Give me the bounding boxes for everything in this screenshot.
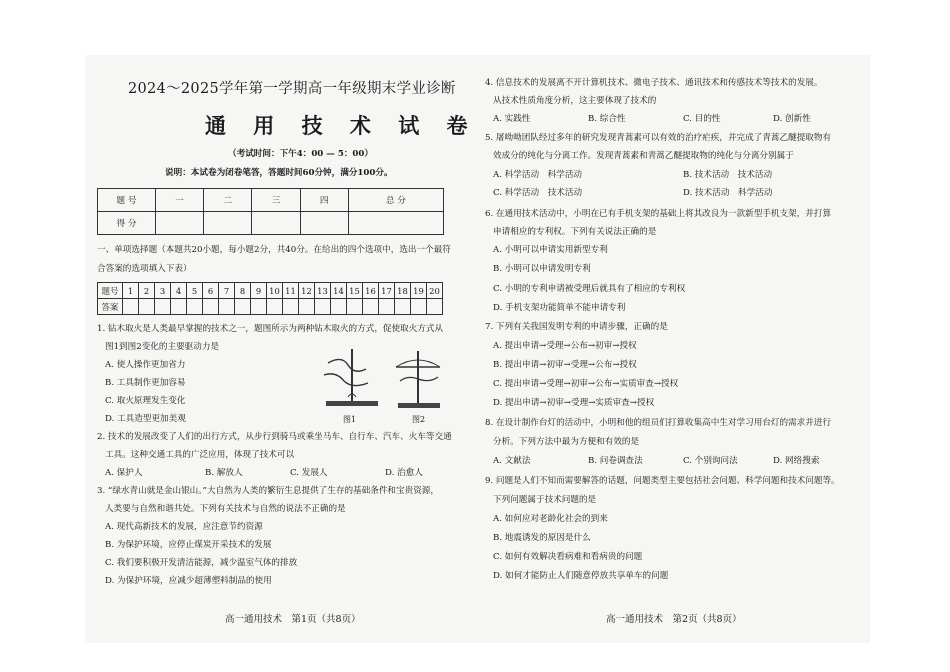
answer-number: 7 <box>219 283 235 299</box>
option: D. 为保护环境，应减少超薄塑料制品的使用 <box>105 576 272 586</box>
option: B. 工具制作更加容易 <box>105 378 186 388</box>
answer-cell[interactable] <box>155 299 171 315</box>
answer-cell[interactable] <box>347 299 363 315</box>
option: B. 综合性 <box>588 114 626 124</box>
option: C. 我们要积极开发清洁能源，减少温室气体的排放 <box>105 558 298 568</box>
answer-number: 4 <box>171 283 187 299</box>
answer-number: 19 <box>411 283 427 299</box>
score-cell <box>156 212 204 235</box>
score-cell <box>252 212 300 235</box>
option: C. 如何有效解决看病难和看病贵的问题 <box>493 552 643 562</box>
score-cell <box>348 212 443 235</box>
answer-number: 10 <box>267 283 283 299</box>
score-header: 题 号 <box>98 189 156 212</box>
option: B. 提出申请→初审→受理→公布→授权 <box>493 360 637 370</box>
score-label: 得 分 <box>98 212 156 235</box>
question-6-cont: 申请相应的专利权。下列有关说法正确的是 <box>493 227 657 237</box>
exam-note: 说明：本试卷为闭卷笔答，答题时间60分钟，满分100分。 <box>165 168 393 178</box>
option: C. 发展人 <box>290 468 328 478</box>
answer-number: 12 <box>299 283 315 299</box>
option: D. 治愈人 <box>385 468 423 478</box>
answer-number: 18 <box>395 283 411 299</box>
answer-cell[interactable] <box>203 299 219 315</box>
answer-cell[interactable] <box>411 299 427 315</box>
answer-cell[interactable] <box>315 299 331 315</box>
score-header: 总 分 <box>348 189 443 212</box>
score-cell <box>204 212 252 235</box>
question-1-cont: 图1到图2变化的主要驱动力是 <box>105 342 220 352</box>
option: B. 地震诱发的原因是什么 <box>493 533 591 543</box>
answer-cell[interactable] <box>299 299 315 315</box>
option: A. 现代高新技术的发展，应注意节约资源 <box>105 522 263 532</box>
answer-number: 5 <box>187 283 203 299</box>
option: A. 保护人 <box>105 468 143 478</box>
option: D. 创新性 <box>773 114 811 124</box>
fire-drill-figure-1 <box>318 345 386 413</box>
answer-cell[interactable] <box>251 299 267 315</box>
option: D. 提出申请→初审→受理→实质审查→授权 <box>493 398 655 408</box>
score-cell <box>300 212 348 235</box>
section-heading: 合答案的选项填入下表） <box>97 264 192 274</box>
score-header: 四 <box>300 189 348 212</box>
question-3-cont: 人类要与自然和谐共处。下列有关技术与自然的说法不正确的是 <box>105 504 346 514</box>
option: A. 科学活动 科学活动 <box>493 170 583 180</box>
answer-number: 13 <box>315 283 331 299</box>
exam-title: 2024～2025学年第一学期高一年级期末学业诊断 <box>128 81 456 97</box>
option: A. 小明可以申请实用新型专利 <box>493 245 608 255</box>
question-3: 3. “绿水青山就是金山银山。”大自然为人类的繁衍生息提供了生存的基础条件和宝贵资源， <box>97 486 439 496</box>
answer-number: 20 <box>427 283 443 299</box>
answer-cell[interactable] <box>379 299 395 315</box>
answer-number: 1 <box>123 283 139 299</box>
option: D. 工具造型更加美观 <box>105 414 186 424</box>
answer-cell[interactable] <box>187 299 203 315</box>
answer-number: 3 <box>155 283 171 299</box>
question-4: 4. 信息技术的发展离不开计算机技术、微电子技术、通讯技术和传感技术等技术的发展。 <box>485 78 823 88</box>
question-5: 5. 屠呦呦团队经过多年的研究发现青蒿素可以有效的治疗疟疾，并完成了青蒿乙醚提取物有 <box>485 133 832 143</box>
answer-cell[interactable] <box>235 299 251 315</box>
question-7: 7. 下列有关我国发明专利的申请步骤，正确的是 <box>485 322 668 332</box>
subject-title: 通 用 技 术 试 卷 <box>205 114 478 138</box>
option: D. 如何才能防止人们随意停放共享单车的问题 <box>493 571 669 581</box>
option: B. 小明可以申请发明专利 <box>493 264 591 274</box>
page-footer-right: 高一通用技术 第2页（共8页） <box>606 614 742 625</box>
question-5-cont: 效成分的纯化与分离工作。发现青蒿素和青蒿乙醚提取物的纯化与分离分别属于 <box>493 151 794 161</box>
option: C. 科学活动 技术活动 <box>493 188 583 198</box>
option: B. 为保护环境，应停止煤炭开采技术的发展 <box>105 540 272 550</box>
score-header: 三 <box>252 189 300 212</box>
section-heading: 一、单项选择题（本题共20小题，每小题2分，共40分。在给出的四个选项中，选出一个最符 <box>97 245 451 255</box>
question-2-cont: 工具。这种交通工具的广泛应用，体现了技术可以 <box>105 450 295 460</box>
answer-cell[interactable] <box>283 299 299 315</box>
fire-drill-figure-2 <box>388 345 448 413</box>
question-9-cont: 下列问题属于技术问题的是 <box>493 495 597 505</box>
answer-number: 8 <box>235 283 251 299</box>
question-8: 8. 在设计制作台灯的活动中，小明和他的组员们打算收集高中生对学习用台灯的需求并进行 <box>485 418 832 428</box>
option: C. 个别询问法 <box>683 456 738 466</box>
figure-1-caption: 图1 <box>343 415 357 424</box>
answer-table <box>97 282 443 315</box>
exam-time: （考试时间：下午4：00 — 5：00） <box>228 149 373 159</box>
answer-cell[interactable] <box>395 299 411 315</box>
answer-cell[interactable] <box>363 299 379 315</box>
option: D. 手机支架功能简单不能申请专利 <box>493 303 626 313</box>
answer-number: 11 <box>283 283 299 299</box>
figure-2-caption: 图2 <box>412 415 426 424</box>
answer-label: 题号 <box>98 283 123 299</box>
answer-number: 2 <box>139 283 155 299</box>
option: A. 如何应对老龄化社会的到来 <box>493 514 608 524</box>
score-header: 一 <box>156 189 204 212</box>
answer-number: 16 <box>363 283 379 299</box>
option: C. 小明的专利申请被受理后就具有了相应的专利权 <box>493 284 686 294</box>
answer-number: 17 <box>379 283 395 299</box>
answer-number: 14 <box>331 283 347 299</box>
option: B. 解放人 <box>205 468 243 478</box>
answer-cell[interactable] <box>219 299 235 315</box>
answer-cell[interactable] <box>171 299 187 315</box>
answer-cell[interactable] <box>123 299 139 315</box>
page-footer-left: 高一通用技术 第1页（共8页） <box>225 614 361 625</box>
answer-cell[interactable] <box>267 299 283 315</box>
option: A. 提出申请→受理→公布→初审→授权 <box>493 341 637 351</box>
question-9: 9. 问题是人们不知而需要解答的话题，问题类型主要包括社会问题、科学问题和技术问题等。 <box>485 476 840 486</box>
question-6: 6. 在通用技术活动中，小明在已有手机支架的基础上将其改良为一款新型手机支架，并打算 <box>485 209 832 219</box>
question-4-cont: 从技术性质角度分析，这主要体现了技术的 <box>493 96 657 106</box>
option: C. 取火原理发生变化 <box>105 396 186 406</box>
option: A. 文献法 <box>493 456 531 466</box>
answer-number: 9 <box>251 283 267 299</box>
answer-number: 15 <box>347 283 363 299</box>
answer-label: 答案 <box>98 299 123 315</box>
answer-cell[interactable] <box>331 299 347 315</box>
answer-cell[interactable] <box>139 299 155 315</box>
score-table <box>97 188 444 235</box>
option: D. 网络搜索 <box>773 456 820 466</box>
question-8-cont: 分析。下列方法中最为方便和有效的是 <box>493 437 640 447</box>
option: B. 技术活动 技术活动 <box>683 170 773 180</box>
score-header: 二 <box>204 189 252 212</box>
option: A. 实践性 <box>493 114 531 124</box>
answer-cell[interactable] <box>427 299 443 315</box>
question-2: 2. 技术的发展改变了人们的出行方式，从步行到骑马或乘坐马车、自行车、汽车、火车等交通 <box>97 432 452 442</box>
option: A. 使人操作更加省力 <box>105 360 186 370</box>
question-1: 1. 钻木取火是人类最早掌握的技术之一，题图所示为两种钻木取火的方式，促使取火方式从 <box>97 324 444 334</box>
answer-number: 6 <box>203 283 219 299</box>
option: C. 目的性 <box>683 114 721 124</box>
option: B. 问卷调查法 <box>588 456 643 466</box>
option: D. 技术活动 科学活动 <box>683 188 773 198</box>
option: C. 提出申请→受理→初审→公布→实质审查→授权 <box>493 379 679 389</box>
